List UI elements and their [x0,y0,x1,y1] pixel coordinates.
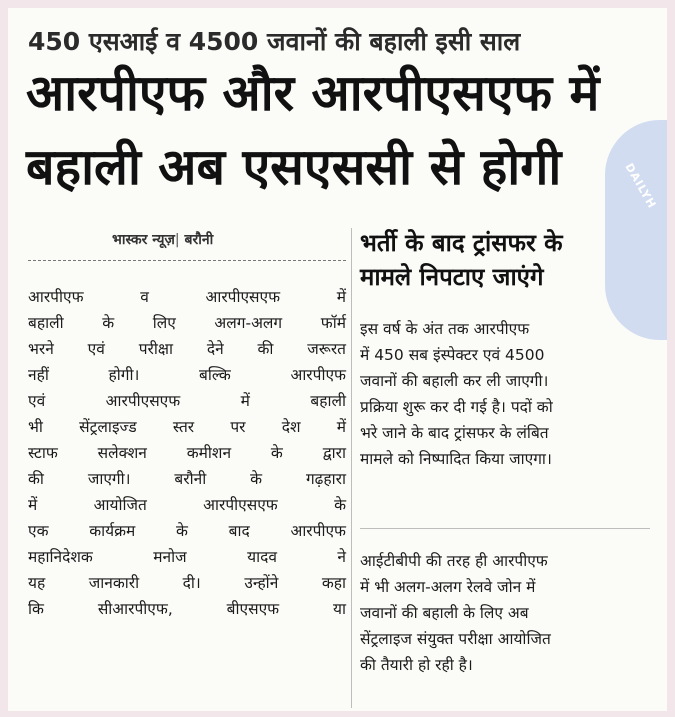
left-line: एक कार्यक्रम के बाद आरपीएफ [28,522,346,540]
headline-line-1: आरपीएफ और आरपीएसएफ में [26,64,600,122]
right-line: सेंट्रलाइज संयुक्त परीक्षा आयोजित [360,630,551,648]
right-line: प्रक्रिया शुरू कर दी गई है। पदों को [360,398,553,416]
newspaper-clipping [8,8,667,711]
article-kicker: 450 एसआई व 4500 जवानों की बहाली इसी साल [28,27,521,56]
byline-source: भास्कर न्यूज़ [112,232,175,248]
left-column-paragraph [28,284,346,622]
right-line: जवानों की बहाली के लिए अब [360,604,529,622]
left-line: यह जानकारी दी। उन्होंने कहा [28,574,346,592]
right-line: में भी अलग-अलग रेलवे जोन में [360,578,536,596]
right-line: जवानों की बहाली कर ली जाएगी। [360,372,549,390]
byline [112,230,213,249]
left-line: एवं आरपीएसएफ में बहाली [28,392,346,410]
right-line: आईटीबीपी की तरह ही आरपीएफ [360,552,548,570]
right-column-paragraph-1 [360,316,650,472]
left-line: में आयोजित आरपीएसएफ के [28,496,346,514]
right-line: इस वर्ष के अंत तक आरपीएफ [360,320,530,338]
right-line: भरे जाने के बाद ट्रांसफर के लंबित [360,424,549,442]
byline-rule [28,260,346,261]
right-column-paragraph-2 [360,548,650,678]
byline-separator: | [174,232,180,248]
left-line: की जाएगी। बरौनी के गढ़हारा [28,470,346,488]
watermark-text: DAILYH [622,161,659,212]
left-line: कि सीआरपीएफ, बीएसएफ या [28,600,346,618]
left-line: महानिदेशक मनोज यादव ने [28,548,346,566]
byline-location: बरौनी [184,232,214,248]
left-line: बहाली के लिए अलग-अलग फॉर्म [28,314,346,332]
left-column [28,284,346,622]
right-paragraph-2-text [360,548,650,678]
left-line: भरने एवं परीक्षा देने की जरूरत [28,340,346,358]
subheading [360,226,650,294]
left-line: आरपीएफ व आरपीएसएफ में [28,288,346,306]
left-line: स्टाफ सलेक्शन कमीशन के द्वारा [28,444,346,462]
right-line: मामले को निष्पादित किया जाएगा। [360,450,552,468]
section-divider [360,528,650,529]
right-line: की तैयारी हो रही है। [360,656,473,674]
left-line: भी सेंट्रलाइज्ड स्तर पर देश में [28,418,346,436]
left-line: नहीं होगी। बल्कि आरपीएफ [28,366,346,384]
subheading-line: मामले निपटाए जाएंगे [360,263,544,291]
right-paragraph-1-text [360,316,650,472]
subheading-line: भर्ती के बाद ट्रांसफर के [360,229,563,257]
right-line: में 450 सब इंस्पेक्टर एवं 4500 [360,346,545,364]
headline-line-2: बहाली अब एसएससी से होगी [26,138,562,196]
column-divider [351,228,352,708]
